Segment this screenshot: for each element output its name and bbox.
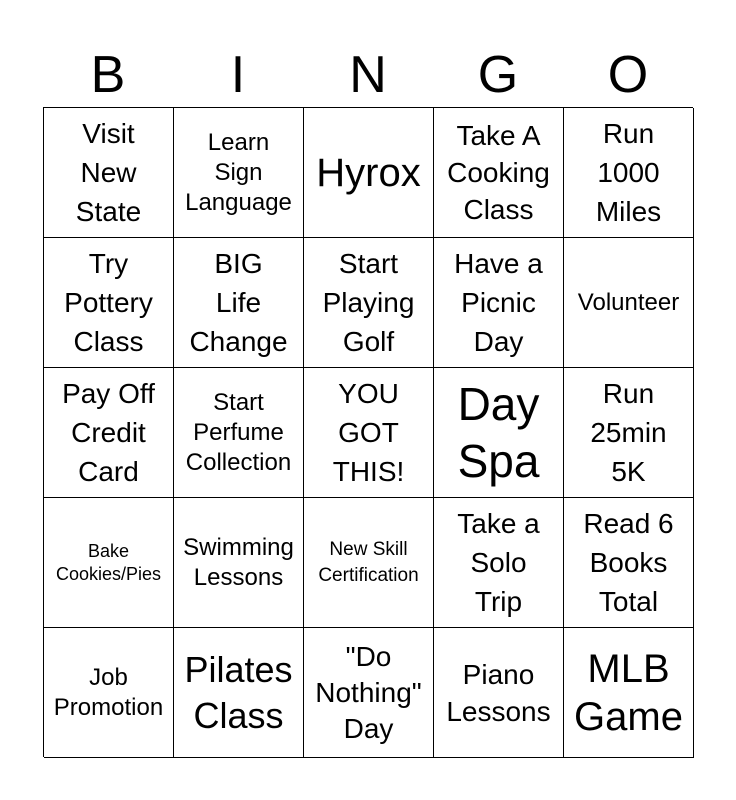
cell-label: Visit New State: [75, 118, 142, 227]
cell-label: Pay Off Credit Card: [62, 378, 155, 487]
bingo-cell[interactable]: [434, 108, 564, 238]
cell-label: Day Spa: [457, 377, 540, 487]
cell-label: Swimming Lessons: [183, 533, 294, 591]
header-letter-g: G: [477, 46, 519, 104]
bingo-card-grid: [43, 107, 693, 757]
bingo-cell[interactable]: [564, 238, 694, 368]
bingo-cell[interactable]: [44, 628, 174, 758]
bingo-cell[interactable]: [44, 238, 174, 368]
bingo-cell[interactable]: [434, 628, 564, 758]
bingo-header: [43, 44, 693, 106]
header-letter-b: B: [90, 46, 126, 104]
cell-label: YOU GOT THIS!: [332, 378, 405, 487]
header-letter-o: O: [607, 46, 649, 104]
cell-label: New Skill Certification: [318, 538, 419, 586]
cell-label: Run 1000 Miles: [595, 118, 662, 227]
bingo-cell[interactable]: [304, 108, 434, 238]
cell-label: MLB Game: [574, 646, 683, 739]
bingo-cell[interactable]: [174, 628, 304, 758]
cell-label: Pilates Class: [184, 648, 293, 736]
bingo-cell[interactable]: [304, 368, 434, 498]
bingo-cell[interactable]: [304, 628, 434, 758]
cell-label: Bake Cookies/Pies: [55, 540, 162, 584]
cell-label: Take A Cooking Class: [447, 120, 550, 225]
bingo-cell[interactable]: [44, 498, 174, 628]
bingo-cell[interactable]: [44, 108, 174, 238]
cell-label: Hyrox: [316, 150, 421, 195]
bingo-cell[interactable]: [174, 368, 304, 498]
header-letter-n: N: [349, 46, 387, 104]
cell-label: Learn Sign Language: [185, 128, 292, 216]
bingo-cell[interactable]: [174, 498, 304, 628]
bingo-cell[interactable]: [564, 368, 694, 498]
bingo-cell[interactable]: [304, 238, 434, 368]
bingo-cell[interactable]: [44, 368, 174, 498]
cell-label: Read 6 Books Total: [583, 508, 674, 617]
cell-label: Volunteer: [577, 288, 680, 316]
cell-label: Take a Solo Trip: [457, 508, 540, 617]
cell-label: Try Pottery Class: [64, 248, 153, 357]
cell-label: Run 25min 5K: [590, 378, 667, 487]
cell-label: "Do Nothing" Day: [315, 640, 422, 744]
cell-label: Start Playing Golf: [322, 248, 415, 357]
bingo-cell[interactable]: [564, 108, 694, 238]
cell-label: BIG Life Change: [189, 248, 288, 357]
bingo-cell[interactable]: [174, 108, 304, 238]
bingo-cell[interactable]: [434, 368, 564, 498]
bingo-cell[interactable]: [174, 238, 304, 368]
cell-label: Have a Picnic Day: [454, 248, 543, 357]
bingo-cell[interactable]: [564, 498, 694, 628]
cell-label: Piano Lessons: [446, 658, 551, 727]
bingo-cell[interactable]: [434, 498, 564, 628]
bingo-cell[interactable]: [304, 498, 434, 628]
bingo-cell[interactable]: [434, 238, 564, 368]
header-letter-i: I: [230, 46, 246, 104]
cell-label: Job Promotion: [53, 663, 164, 721]
bingo-cell[interactable]: [564, 628, 694, 758]
cell-label: Start Perfume Collection: [185, 388, 292, 476]
